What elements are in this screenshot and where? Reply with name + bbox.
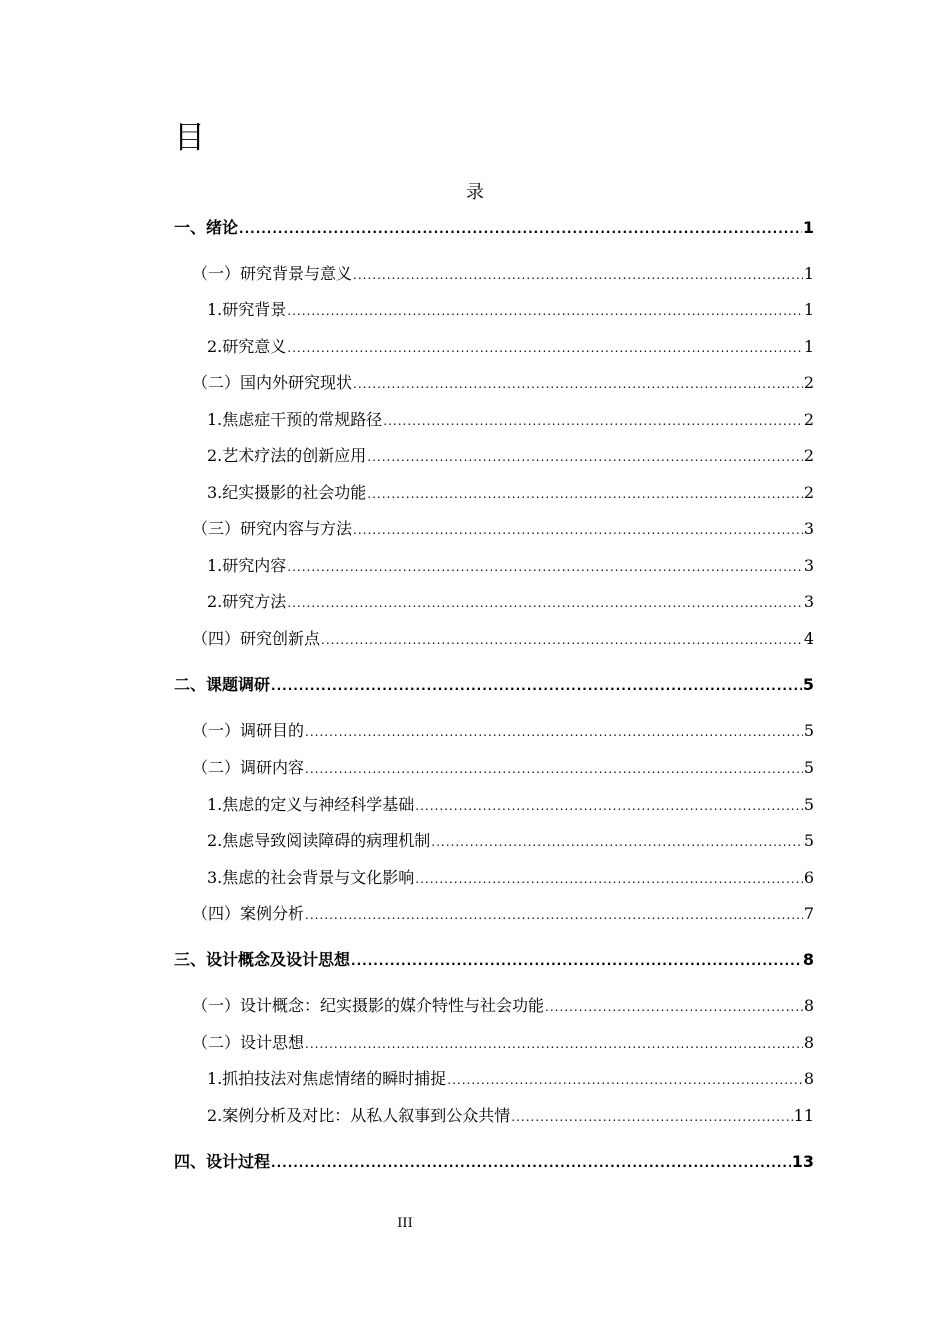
toc-entry-title: （四）案例分析: [192, 904, 305, 923]
toc-entry-page-number: 11: [793, 1106, 814, 1125]
toc-entry-page-number: 3: [803, 519, 814, 538]
toc-entry-page-number: 1: [803, 300, 814, 319]
toc-entry-page-number: 2: [803, 373, 814, 392]
toc-entry-title: （一）研究背景与意义: [192, 264, 353, 283]
toc-entry[interactable]: [207, 481, 814, 505]
toc-entry[interactable]: [192, 994, 814, 1018]
toc-dot-leader: [305, 720, 803, 744]
toc-entry-title: （二）设计思想: [192, 1033, 305, 1052]
toc-entry-page-number: 5: [803, 758, 814, 777]
toc-entry[interactable]: [192, 627, 814, 651]
toc-entry[interactable]: [207, 1104, 814, 1128]
toc-entry-title: （四）研究创新点: [192, 629, 321, 648]
toc-dot-leader: [305, 1032, 803, 1056]
toc-entry-title: 2.研究意义: [207, 337, 287, 356]
toc-dot-leader: [447, 1068, 803, 1092]
toc-entry-title: 二、课题调研: [174, 675, 271, 694]
toc-entry-title: 2.艺术疗法的创新应用: [207, 446, 367, 465]
toc-entry-title: （三）研究内容与方法: [192, 519, 353, 538]
toc-entry[interactable]: [207, 444, 814, 468]
toc-entry[interactable]: [192, 719, 814, 743]
toc-entry[interactable]: [174, 1150, 814, 1174]
toc-entry-page-number: 8: [803, 1069, 814, 1088]
toc-entry-page-number: 5: [803, 831, 814, 850]
toc-dot-leader: [415, 867, 803, 891]
toc-entry-page-number: 2: [803, 410, 814, 429]
toc-entry-title: 三、设计概念及设计思想: [174, 950, 351, 969]
toc-dot-leader: [351, 949, 802, 973]
toc-entry[interactable]: [207, 866, 814, 890]
toc-entry[interactable]: [207, 335, 814, 359]
toc-entry[interactable]: [207, 590, 814, 614]
toc-dot-leader: [431, 830, 803, 854]
toc-entry-title: 1.抓拍技法对焦虑情绪的瞬时捕捉: [207, 1069, 447, 1088]
toc-entry-page-number: 2: [803, 446, 814, 465]
toc-entry[interactable]: [192, 371, 814, 395]
toc-title-first-char: 目: [174, 120, 205, 156]
toc-entry-page-number: 5: [803, 721, 814, 740]
toc-entry-title: （一）调研目的: [192, 721, 305, 740]
toc-entry-page-number: 5: [802, 675, 814, 694]
toc-entry-title: 1.研究内容: [207, 556, 287, 575]
toc-entry-page-number: 4: [803, 629, 814, 648]
toc-entry-title: 2.焦虑导致阅读障碍的病理机制: [207, 831, 431, 850]
toc-entry-page-number: 1: [802, 218, 814, 237]
toc-entry-page-number: 7: [803, 904, 814, 923]
toc-entry-title: （二）国内外研究现状: [192, 373, 353, 392]
toc-entry-title: （二）调研内容: [192, 758, 305, 777]
toc-entry-page-number: 1: [803, 337, 814, 356]
toc-dot-leader: [367, 482, 803, 506]
toc-entry-title: 3.焦虑的社会背景与文化影响: [207, 868, 415, 887]
toc-entry-title: 3.纪实摄影的社会功能: [207, 483, 367, 502]
toc-entry-title: 2.研究方法: [207, 592, 287, 611]
toc-dot-leader: [239, 217, 802, 241]
toc-entry-title: 1.焦虑的定义与神经科学基础: [207, 795, 415, 814]
toc-entry-page-number: 8: [803, 996, 814, 1015]
toc-entry[interactable]: [192, 756, 814, 780]
toc-entry-page-number: 3: [803, 556, 814, 575]
toc-dot-leader: [511, 1105, 792, 1129]
toc-dot-leader: [305, 757, 803, 781]
toc-dot-leader: [545, 995, 803, 1019]
toc-entry-title: 1.研究背景: [207, 300, 287, 319]
toc-dot-leader: [321, 628, 803, 652]
toc-entry[interactable]: [192, 262, 814, 286]
toc-entry[interactable]: [174, 673, 814, 697]
toc-entry-title: 一、绪论: [174, 218, 239, 237]
toc-dot-leader: [305, 903, 803, 927]
footer-page-number: III: [397, 1216, 413, 1231]
toc-entry[interactable]: [207, 408, 814, 432]
toc-dot-leader: [353, 372, 803, 396]
toc-entry[interactable]: [207, 554, 814, 578]
toc-dot-leader: [383, 409, 803, 433]
toc-dot-leader: [353, 518, 803, 542]
toc-entry-page-number: 8: [803, 1033, 814, 1052]
toc-entry[interactable]: [174, 948, 814, 972]
toc-dot-leader: [367, 445, 803, 469]
toc-dot-leader: [287, 555, 803, 579]
toc-dot-leader: [353, 263, 803, 287]
toc-entry-title: 四、设计过程: [174, 1152, 271, 1171]
toc-entry-page-number: 6: [803, 868, 814, 887]
toc-entry[interactable]: [207, 829, 814, 853]
toc-entry-title: 2.案例分析及对比：从私人叙事到公众共情: [207, 1106, 511, 1125]
toc-entry[interactable]: [174, 216, 814, 240]
toc-entry[interactable]: [207, 793, 814, 817]
toc-entry[interactable]: [207, 1067, 814, 1091]
toc-entry[interactable]: [192, 1031, 814, 1055]
toc-dot-leader: [287, 299, 803, 323]
toc-dot-leader: [271, 1151, 791, 1175]
toc-entry-page-number: 2: [803, 483, 814, 502]
toc-entry-page-number: 13: [791, 1152, 814, 1171]
toc-entry[interactable]: [207, 298, 814, 322]
toc-entry[interactable]: [192, 902, 814, 926]
toc-dot-leader: [287, 336, 803, 360]
toc-entry-page-number: 8: [802, 950, 814, 969]
toc-entry-page-number: 3: [803, 592, 814, 611]
toc-entry-page-number: 5: [803, 795, 814, 814]
toc-entry-title: （一）设计概念：纪实摄影的媒介特性与社会功能: [192, 996, 545, 1015]
toc-title-second-char: 录: [466, 182, 484, 203]
toc-dot-leader: [415, 794, 803, 818]
toc-dot-leader: [271, 674, 802, 698]
toc-entry-page-number: 1: [803, 264, 814, 283]
toc-entry-title: 1.焦虑症干预的常规路径: [207, 410, 383, 429]
toc-dot-leader: [287, 591, 803, 615]
toc-entry[interactable]: [192, 517, 814, 541]
